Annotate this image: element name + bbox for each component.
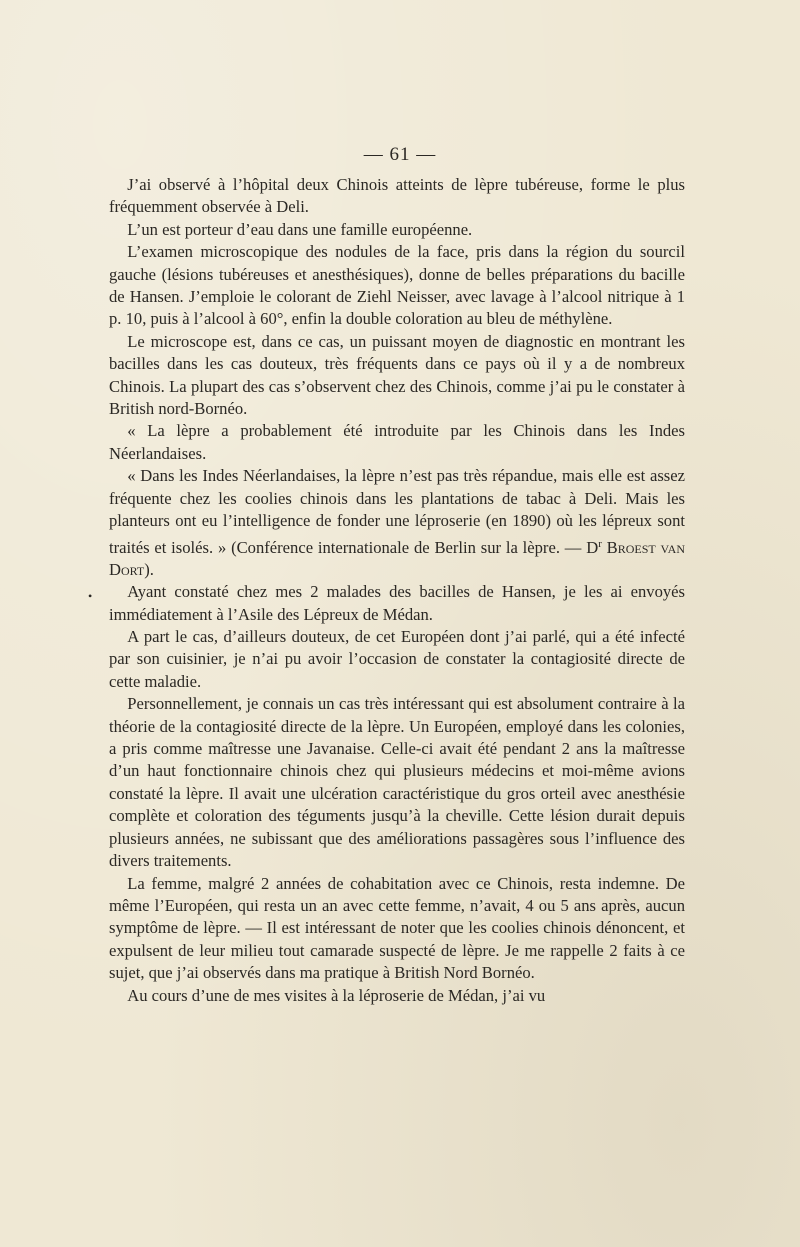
paragraph: Ayant constaté chez mes 2 malades des bacilles de Hansen, je les ai envoyés immédiatement à l’Asile des Lépreux de Médan. [109, 582, 685, 624]
quote-text: « Dans les Indes Néerlandaises, la lèpre n’est pas très répandue, mais elle est assez fréquente chez les coolies chinois dans les plantations de tabac à Deli. Mais les planteurs ont eu l’intelligence de fonder une léproserie (en 1890) où les lépreux sont traités et isolés. » (Conférence internationale de Berlin sur la lèpre. — D [109, 466, 685, 557]
citation-title-sup: r [598, 537, 602, 550]
paragraph: L’examen microscopique des nodules de la face, pris dans la région du sourcil gauche (lésions tubéreuses et anesthésiques), donne de belles préparations du bacille de Hansen. J’emploie le colorant de Ziehl Neisser, avec lavage à l’alcool nitrique à 1 p. 10, puis à l’alcool à 60°, enfin la double coloration au bleu de méthylène. [109, 242, 685, 329]
paragraph: J’ai observé à l’hôpital deux Chinois atteints de lèpre tubéreuse, forme le plus fréquemment observée à Deli. [109, 175, 685, 217]
paragraph: « La lèpre a probablement été introduite par les Chinois dans les Indes Néerlandaises. [109, 421, 685, 463]
paragraph: Personnellement, je connais un cas très intéressant qui est absolument contraire à la théorie de la contagiosité directe de la lèpre. Un Européen, employé dans les colonies, a pris comme maîtresse une Javanaise. Celle-ci avait été pendant 2 ans la maîtresse d’un haut fonctionnaire chinois chez qui plusieurs médecins et moi-même avions constaté la lèpre. Il avait une ulcération caractéristique du gros orteil avec anesthésie complète et coloration des téguments jusqu’à la cheville. Cette lésion durait depuis plusieurs années, ne subissant que des améliorations passagères sous l’influence des divers traitements. [109, 694, 685, 871]
paragraph: Au cours d’une de mes visites à la léproserie de Médan, j’ai vu [127, 985, 546, 1005]
paragraph-quote [109, 465, 685, 581]
margin-mark: • [88, 589, 93, 603]
paragraph: L’un est porteur d’eau dans une famille européenne. [127, 219, 473, 239]
citation-tail: ). [144, 559, 154, 579]
paragraph: Le microscope est, dans ce cas, un puissant moyen de diagnostic en montrant les bacilles dans les cas douteux, très fréquents dans ce pays où il y a de nombreux Chinois. La plupart des cas s’observent chez des Chinois, comme j’ai pu le constater à British nord-Bornéo. [109, 331, 685, 419]
paragraph: A part le cas, d’ailleurs douteux, de cet Européen dont j’ai parlé, qui a été infecté par son cuisinier, je n’ai pu avoir l’occasion de constater la contagiosité directe de cette maladie. [109, 627, 685, 691]
citation-author: Broest van Dort [109, 537, 685, 579]
page-number: — 61 — [363, 144, 437, 165]
paragraph: La femme, malgré 2 années de cohabitation avec ce Chinois, resta indemne. De même l’Européen, qui resta un an avec cette femme, n’avait, 4 ou 5 ans après, aucun symptôme de lèpre. — Il est intéressant de noter que les coolies chinois dénoncent, et expulsent de leur milieu tout camarade suspecté de lèpre. Je me rappelle 2 faits à ce sujet, que j’ai observés dans ma pratique à British Nord Bornéo. [109, 873, 685, 983]
body-text [109, 174, 685, 1007]
